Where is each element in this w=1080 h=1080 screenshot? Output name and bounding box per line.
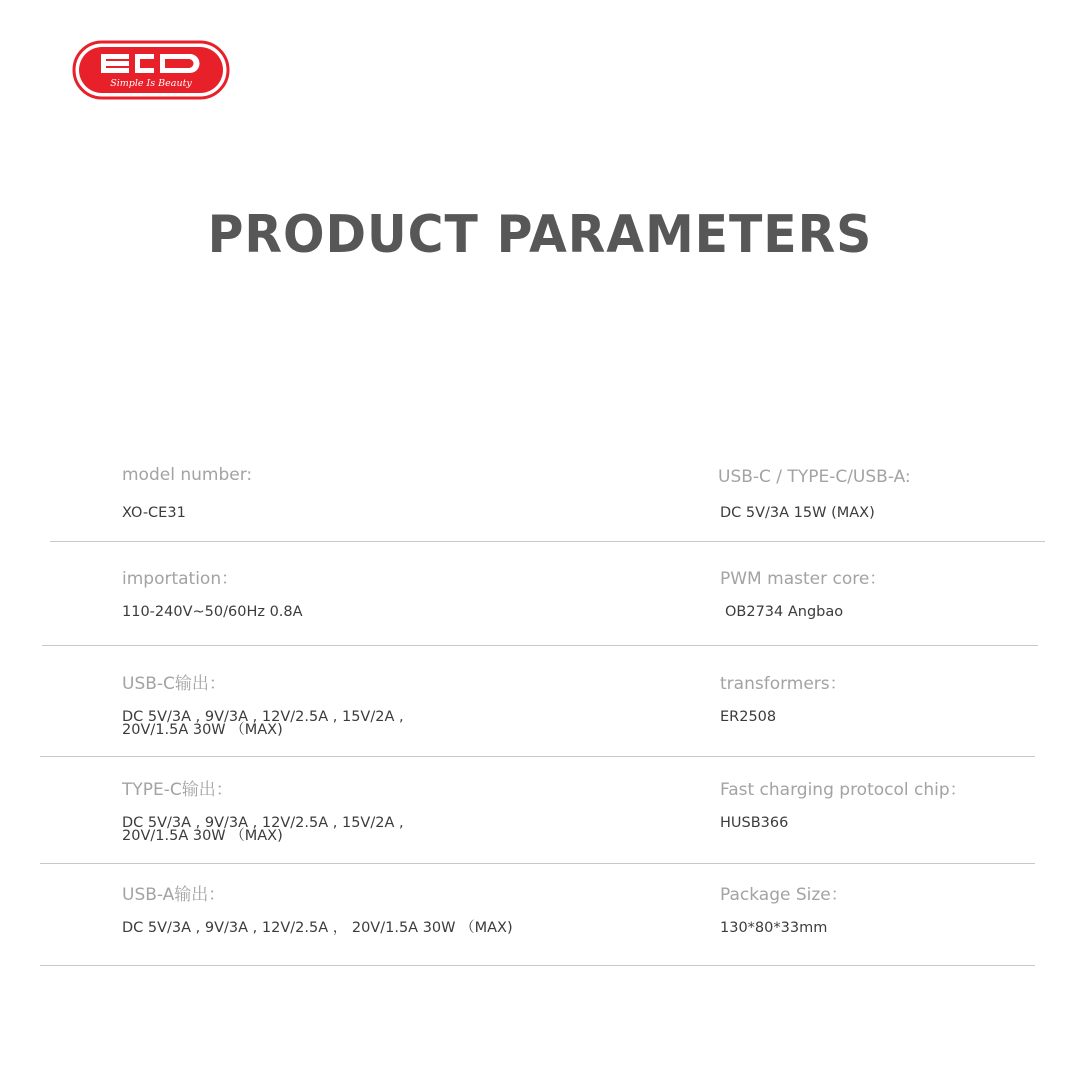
usb-c-output-value-line2: 20V/1.5A 30W （MAX): [122, 722, 283, 738]
divider: [42, 645, 1038, 646]
brand-tagline: Simple Is Beauty: [110, 78, 192, 89]
input-label: importation：: [122, 569, 239, 589]
xo-logo: [72, 40, 230, 100]
input-value: 110-240V~50/60Hz 0.8A: [122, 604, 303, 620]
pwm-core-value: OB2734 Angbao: [725, 604, 844, 620]
fast-charge-chip-value: HUSB366: [720, 815, 789, 831]
divider: [40, 756, 1035, 757]
model-number-value: XO-CE31: [122, 505, 186, 521]
transformer-label: transformers：: [720, 674, 847, 694]
divider: [40, 965, 1035, 966]
usb-a-output-value: DC 5V/3A , 9V/3A , 12V/2.5A ， 20V/1.5A 30W （MAX): [122, 920, 513, 936]
usb-c-output-label: USB-C输出：: [122, 674, 226, 694]
transformer-value: ER2508: [720, 709, 777, 725]
model-number-label: model number:: [122, 465, 253, 485]
page-title: PRODUCT PARAMETERS: [207, 205, 873, 265]
usb-port-value: DC 5V/3A 15W (MAX): [720, 505, 875, 521]
usb-port-label: USB-C / TYPE-C/USB-A:: [718, 467, 911, 487]
type-c-output-value-line2: 20V/1.5A 30W （MAX): [122, 828, 283, 844]
fast-charge-chip-label: Fast charging protocol chip：: [720, 780, 967, 800]
type-c-output-value-line1: DC 5V/3A , 9V/3A , 12V/2.5A , 15V/2A ,: [122, 815, 404, 831]
usb-a-output-label: USB-A输出：: [122, 885, 226, 905]
usb-c-output-value-line1: DC 5V/3A , 9V/3A , 12V/2.5A , 15V/2A ,: [122, 709, 404, 725]
pwm-core-label: PWM master core：: [720, 569, 887, 589]
divider: [40, 863, 1035, 864]
package-size-value: 130*80*33mm: [720, 920, 828, 936]
package-size-label: Package Size：: [720, 885, 848, 905]
divider: [50, 541, 1045, 542]
type-c-output-label: TYPE-C输出：: [122, 780, 233, 800]
